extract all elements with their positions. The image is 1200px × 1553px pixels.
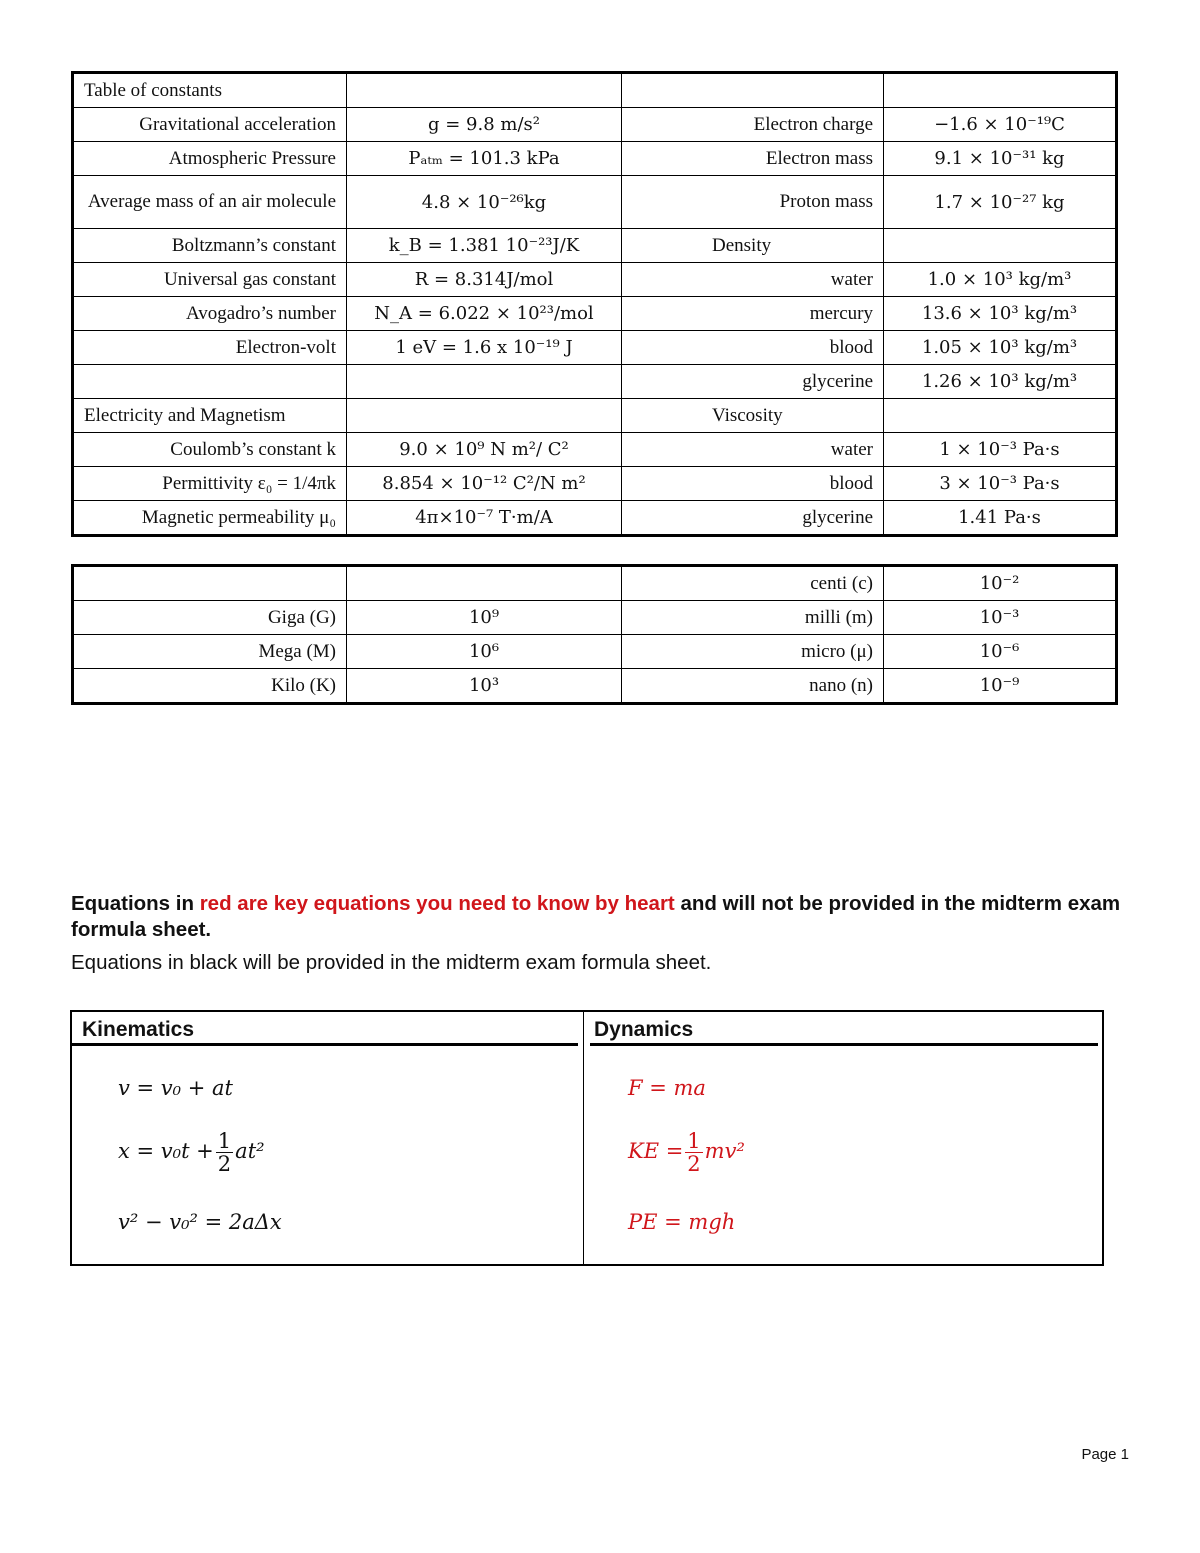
prefix-name: Mega (M) [73, 635, 347, 669]
kin2-denominator: 2 [217, 1152, 232, 1176]
constant-label-right: Viscosity [622, 399, 884, 433]
dyn2-fraction [685, 1130, 702, 1175]
constants-row [73, 142, 1117, 176]
dyn2-left: KE = [628, 1139, 684, 1163]
constant-value-right [884, 399, 1117, 433]
prefix-value-right: 10⁻⁹ [884, 669, 1117, 704]
constants-table [71, 71, 1118, 537]
constant-value: 9.0 × 10⁹ N m²/ C² [347, 433, 622, 467]
constant-value: 1 eV = 1.6 x 10⁻¹⁹ J [347, 331, 622, 365]
constant-value-right: 3 × 10⁻³ Pa·s [884, 467, 1117, 501]
dynamics-rule [590, 1043, 1098, 1046]
constant-value-right: 9.1 × 10⁻³¹ kg [884, 142, 1117, 176]
kinematics-velocity-equation: v = v₀ + at [118, 1076, 233, 1100]
constant-value-right: 1.7 × 10⁻²⁷ kg [884, 176, 1117, 229]
prefix-name: Kilo (K) [73, 669, 347, 704]
constants-table-title: Table of constants [73, 73, 347, 108]
intro-red-text: red are key equations you need to know by heart [199, 892, 675, 915]
dyn2-denominator: 2 [687, 1152, 701, 1176]
constant-label-right: blood [622, 331, 884, 365]
equations-box [70, 1010, 1104, 1266]
constant-label-right: Electron mass [622, 142, 884, 176]
prefix-row [73, 635, 1117, 669]
constant-label [73, 365, 347, 399]
constant-value [347, 399, 622, 433]
intro-key-equations [71, 891, 1131, 943]
prefix-row [73, 566, 1117, 601]
prefix-value: 10³ [347, 669, 622, 704]
constants-row [73, 108, 1117, 142]
constant-label-right: mercury [622, 297, 884, 331]
constant-value-right: 1 × 10⁻³ Pa·s [884, 433, 1117, 467]
constant-value-right: 1.26 × 10³ kg/m³ [884, 365, 1117, 399]
constant-label-right: Proton mass [622, 176, 884, 229]
equations-divider [583, 1012, 584, 1264]
intro-text-start: Equations in [71, 892, 200, 915]
constants-row [73, 297, 1117, 331]
constant-label-right: water [622, 263, 884, 297]
constant-label-right: glycerine [622, 501, 884, 536]
constants-row [73, 399, 1117, 433]
prefix-name-right: micro (μ) [622, 635, 884, 669]
prefix-name-right: milli (m) [622, 601, 884, 635]
prefix-name-right: nano (n) [622, 669, 884, 704]
kinematics-timeless-equation: v² − v₀² = 2aΔx [118, 1210, 282, 1234]
constant-label: Permittivity ε₀ = 1/4πk [73, 467, 347, 501]
prefix-table [71, 564, 1118, 705]
constant-label-right: blood [622, 467, 884, 501]
kinematics-rule [72, 1043, 578, 1046]
page-number: Page 1 [1081, 1446, 1129, 1463]
prefix-name: Giga (G) [73, 601, 347, 635]
constant-label-right: water [622, 433, 884, 467]
constant-value: k_B = 1.381 10⁻²³J/K [347, 229, 622, 263]
dynamics-title: Dynamics [594, 1018, 694, 1041]
prefix-value: 10⁹ [347, 601, 622, 635]
constant-value: 8.854 × 10⁻¹² C²/N m² [347, 467, 622, 501]
constant-value: N_A = 6.022 × 10²³/mol [347, 297, 622, 331]
constant-value [347, 365, 622, 399]
constant-value-right: 1.41 Pa·s [884, 501, 1117, 536]
prefix-row [73, 669, 1117, 704]
intro-provided-equations: Equations in black will be provided in the midterm exam formula sheet. [71, 951, 712, 974]
constants-row [73, 433, 1117, 467]
prefix-value: 10⁶ [347, 635, 622, 669]
dyn2-numerator: 1 [687, 1129, 701, 1153]
constant-value-right: 1.0 × 10³ kg/m³ [884, 263, 1117, 297]
kinematics-position-equation [118, 1130, 265, 1175]
constants-row [73, 176, 1117, 229]
constants-row [73, 501, 1117, 536]
constant-value: R = 8.314J/mol [347, 263, 622, 297]
prefix-name-right: centi (c) [622, 566, 884, 601]
constants-row [73, 229, 1117, 263]
kin2-left: x = v₀t + [118, 1139, 214, 1163]
prefix-row [73, 601, 1117, 635]
intro-text-end: and will not be provided in the midterm exam formula sheet. [71, 892, 1121, 941]
constant-label: Coulomb’s constant k [73, 433, 347, 467]
constants-row [73, 263, 1117, 297]
constant-label: Electricity and Magnetism [73, 399, 347, 433]
constant-value: 4.8 × 10⁻²⁶kg [347, 176, 622, 229]
constant-value: g = 9.8 m/s² [347, 108, 622, 142]
constants-row [73, 365, 1117, 399]
kinematics-title: Kinematics [82, 1018, 195, 1041]
constant-label: Universal gas constant [73, 263, 347, 297]
kin2-right: at² [235, 1139, 265, 1163]
kinetic-energy-equation [628, 1130, 745, 1175]
constant-label: Boltzmann’s constant [73, 229, 347, 263]
constants-row [73, 467, 1117, 501]
prefix-name [73, 566, 347, 601]
prefix-value [347, 566, 622, 601]
constant-label: Atmospheric Pressure [73, 142, 347, 176]
constant-label-right: Electron charge [622, 108, 884, 142]
kin2-fraction [216, 1130, 233, 1175]
constant-label: Average mass of an air molecule [73, 176, 347, 229]
prefix-value-right: 10⁻³ [884, 601, 1117, 635]
kin2-numerator: 1 [217, 1129, 232, 1153]
constant-label: Avogadro’s number [73, 297, 347, 331]
constant-label-right: glycerine [622, 365, 884, 399]
constant-value: Pₐₜₘ = 101.3 kPa [347, 142, 622, 176]
constant-label: Gravitational acceleration [73, 108, 347, 142]
constant-label: Electron-volt [73, 331, 347, 365]
prefix-value-right: 10⁻² [884, 566, 1117, 601]
constant-value: 4π×10⁻⁷ T·m/A [347, 501, 622, 536]
constant-value-right: 1.05 × 10³ kg/m³ [884, 331, 1117, 365]
constant-label-right: Density [622, 229, 884, 263]
prefix-value-right: 10⁻⁶ [884, 635, 1117, 669]
constant-value-right: 13.6 × 10³ kg/m³ [884, 297, 1117, 331]
newton-second-law-equation: F = ma [628, 1076, 706, 1100]
potential-energy-equation: PE = mgh [628, 1210, 736, 1234]
constant-value-right [884, 229, 1117, 263]
constant-value-right: −1.6 × 10⁻¹⁹C [884, 108, 1117, 142]
dyn2-right: mv² [704, 1139, 745, 1163]
constant-label: Magnetic permeability μ₀ [73, 501, 347, 536]
constants-row [73, 331, 1117, 365]
